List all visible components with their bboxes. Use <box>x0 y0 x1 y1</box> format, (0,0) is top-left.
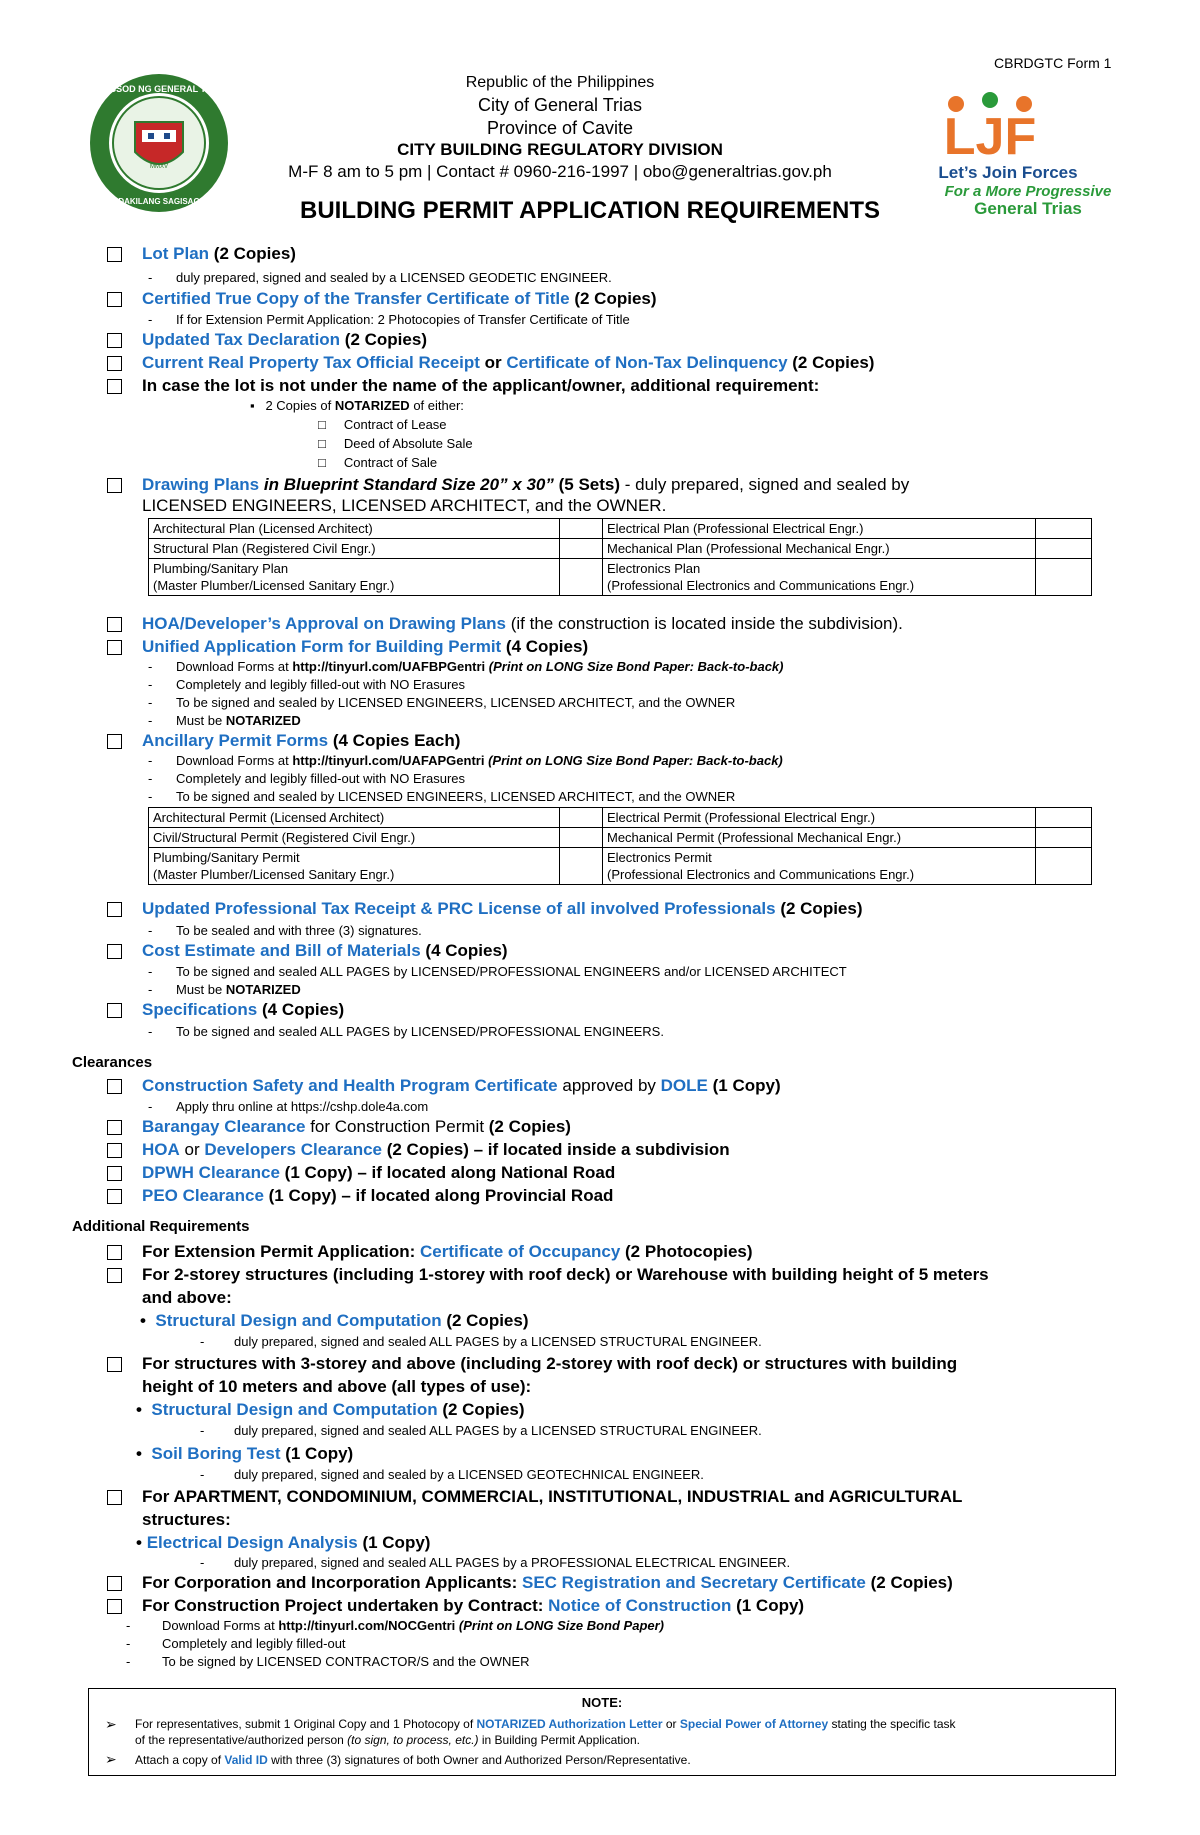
req-corporation: For Corporation and Incorporation Applicants: SEC Registration and Secretary Certificate (2 Copies) <box>142 1573 953 1592</box>
req-specifications: Specifications (4 Copies) <box>142 1000 345 1019</box>
checkbox-contract-project[interactable] <box>107 1599 122 1614</box>
req-2-storey-line2: and above: <box>142 1288 232 1307</box>
req-barangay: Barangay Clearance for Construction Permit (2 Copies) <box>142 1117 571 1136</box>
checkbox-cost-estimate[interactable] <box>107 944 122 959</box>
ancillary-permits-table <box>148 807 1092 885</box>
req-ancillary-forms: Ancillary Permit Forms (4 Copies Each) <box>142 731 461 750</box>
arrow-icon: ➢ <box>105 1716 117 1732</box>
table-row: Plumbing/Sanitary Plan (Master Plumber/Licensed Sanitary Engr.) Electronics Plan (Professional Electronics and Communications Engr.) <box>149 559 1092 596</box>
checkbox-apartment-commercial[interactable] <box>107 1490 122 1505</box>
form-code: CBRDGTC Form 1 <box>994 55 1112 71</box>
contact-line: M-F 8 am to 5 pm | Contact # 0960-216-1997 | obo@generaltrias.gov.ph <box>288 162 832 181</box>
checkbox-tct[interactable] <box>107 292 122 307</box>
checkbox-hoa-clearance[interactable] <box>107 1143 122 1158</box>
permit-check-cell[interactable] <box>560 808 603 828</box>
option-contract-sale: □ Contract of Sale <box>318 455 438 470</box>
note-valid-id: Attach a copy of Valid ID with three (3) signatures of both Owner and Authorized Person/Representative. <box>135 1753 691 1767</box>
req-lot-plan: Lot Plan (2 Copies) <box>142 244 296 263</box>
checkbox-barangay[interactable] <box>107 1120 122 1135</box>
req-hoa-approval: HOA/Developer’s Approval on Drawing Plans (if the construction is located inside the subdivision). <box>142 614 903 633</box>
checkbox-tax-declaration[interactable] <box>107 333 122 348</box>
req-3-storey-structural: • Structural Design and Computation (2 Copies) <box>136 1400 525 1419</box>
checkbox-corporation[interactable] <box>107 1576 122 1591</box>
contract-project-note-2: - Completely and legibly filled-out <box>126 1636 346 1651</box>
drawing-plans-table <box>148 518 1092 596</box>
checkbox-lot-plan[interactable] <box>107 247 122 262</box>
page-title: BUILDING PERMIT APPLICATION REQUIREMENTS <box>299 197 880 224</box>
req-drawing-plans-line2: LICENSED ENGINEERS, LICENSED ARCHITECT, and the OWNER. <box>142 496 667 515</box>
req-3-storey-line2: height of 10 meters and above (all types of use): <box>142 1377 532 1396</box>
req-3-storey: For structures with 3-storey and above (including 2-storey with roof deck) or structures with building <box>142 1354 958 1373</box>
plan-check-cell[interactable] <box>560 519 603 539</box>
checkbox-dpwh[interactable] <box>107 1166 122 1181</box>
checkbox-peo[interactable] <box>107 1189 122 1204</box>
republic-line: Republic of the Philippines <box>465 74 655 91</box>
checkbox-cshp[interactable] <box>107 1079 122 1094</box>
svg-text:Let’s Join Forces: Let’s Join Forces <box>938 163 1078 182</box>
req-drawing-plans: Drawing Plans in Blueprint Standard Size 20” x 30” (5 Sets) - duly prepared, signed and sealed by <box>142 475 910 494</box>
note-representative: For representatives, submit 1 Original Copy and 1 Photocopy of NOTARIZED Authorization Letter or Special Power of Attorney stating the specific task <box>135 1717 956 1731</box>
checkbox-hoa-approval[interactable] <box>107 617 122 632</box>
req-dpwh: DPWH Clearance (1 Copy) – if located along National Road <box>142 1163 616 1182</box>
checkbox-rpt-receipt[interactable] <box>107 356 122 371</box>
city-seal-logo <box>88 72 230 214</box>
req-lot-not-owner-copies: ▪ 2 Copies of NOTARIZED of either: <box>250 398 464 413</box>
additional-heading: Additional Requirements <box>72 1218 250 1235</box>
checkbox-ancillary-forms[interactable] <box>107 734 122 749</box>
req-tct: Certified True Copy of the Transfer Certificate of Title (2 Copies) <box>142 289 657 308</box>
table-row: Civil/Structural Permit (Registered Civil Engr.) Mechanical Permit (Professional Mechanical Engr.) <box>149 828 1092 848</box>
req-rpt-receipt: Current Real Property Tax Official Receipt or Certificate of Non-Tax Delinquency (2 Copies) <box>142 353 875 372</box>
req-ptr-prc: Updated Professional Tax Receipt & PRC License of all involved Professionals (2 Copies) <box>142 899 863 918</box>
svg-text:DAKILANG SAGISAG: DAKILANG SAGISAG <box>118 197 200 206</box>
plan-check-cell[interactable] <box>1036 539 1092 559</box>
clearances-heading: Clearances <box>72 1054 153 1071</box>
city-line: City of General Trias <box>477 95 643 115</box>
req-2-storey-structural: • Structural Design and Computation (2 Copies) <box>140 1311 529 1330</box>
req-peo: PEO Clearance (1 Copy) – if located along Provincial Road <box>142 1186 614 1205</box>
note-representative-line2: of the representative/authorized person (to sign, to process, etc.) in Building Permit Application. <box>135 1733 640 1747</box>
req-hoa-clearance: HOA or Developers Clearance (2 Copies) – if located inside a subdivision <box>142 1140 730 1159</box>
svg-text:LUNGSOD NG GENERAL TRIAS: LUNGSOD NG GENERAL TRIAS <box>90 84 228 94</box>
checkbox-2-storey[interactable] <box>107 1268 122 1283</box>
plan-check-cell[interactable] <box>560 539 603 559</box>
req-apartment-commercial-line2: structures: <box>142 1510 231 1529</box>
req-cost-estimate: Cost Estimate and Bill of Materials (4 Copies) <box>142 941 508 960</box>
checkbox-extension-permit[interactable] <box>107 1245 122 1260</box>
svg-text:For a More Progressive: For a More Progressive <box>944 183 1112 200</box>
contract-project-note-3: - To be signed by LICENSED CONTRACTOR/S and the OWNER <box>126 1654 530 1669</box>
req-2-storey: For 2-storey structures (including 1-storey with roof deck) or Warehouse with building height of 5 meters <box>142 1265 989 1284</box>
req-cshp: Construction Safety and Health Program Certificate approved by DOLE (1 Copy) <box>142 1076 781 1095</box>
req-tax-declaration: Updated Tax Declaration (2 Copies) <box>142 330 427 349</box>
checkbox-drawing-plans[interactable] <box>107 478 122 493</box>
permit-check-cell[interactable] <box>1036 808 1092 828</box>
option-contract-lease: □ Contract of Lease <box>318 417 447 432</box>
permit-check-cell[interactable] <box>560 848 603 885</box>
permit-check-cell[interactable] <box>560 828 603 848</box>
plan-check-cell[interactable] <box>1036 559 1092 596</box>
note-box <box>88 1688 1116 1776</box>
plan-check-cell[interactable] <box>560 559 603 596</box>
permit-check-cell[interactable] <box>1036 848 1092 885</box>
req-electrical-design: • Electrical Design Analysis (1 Copy) <box>136 1533 431 1552</box>
req-apartment-commercial: For APARTMENT, CONDOMINIUM, COMMERCIAL, INSTITUTIONAL, INDUSTRIAL and AGRICULTURAL <box>142 1487 963 1506</box>
plan-check-cell[interactable] <box>1036 519 1092 539</box>
table-row: Architectural Plan (Licensed Architect) Electrical Plan (Professional Electrical Engr.) <box>149 519 1092 539</box>
checkbox-lot-not-owner[interactable] <box>107 379 122 394</box>
permit-check-cell[interactable] <box>1036 828 1092 848</box>
note-heading: NOTE: <box>581 1695 623 1710</box>
req-contract-project: For Construction Project undertaken by Contract: Notice of Construction (1 Copy) <box>142 1596 805 1615</box>
option-deed-sale: □ Deed of Absolute Sale <box>318 436 473 451</box>
req-extension-permit: For Extension Permit Application: Certificate of Occupancy (2 Photocopies) <box>142 1242 753 1261</box>
checkbox-specifications[interactable] <box>107 1003 122 1018</box>
table-row: Plumbing/Sanitary Permit (Master Plumber/Licensed Sanitary Engr.) Electronics Permit (Professional Electronics and Communications Engr.) <box>149 848 1092 885</box>
checkbox-unified-form[interactable] <box>107 640 122 655</box>
arrow-icon: ➢ <box>105 1751 117 1767</box>
division-line: CITY BUILDING REGULATORY DIVISION <box>397 140 723 159</box>
contract-project-note-1: - Download Forms at http://tinyurl.com/NOCGentri (Print on LONG Size Bond Paper) <box>126 1618 665 1633</box>
table-row: Architectural Permit (Licensed Architect) Electrical Permit (Professional Electrical Engr.) <box>149 808 1092 828</box>
svg-text:LJF: LJF <box>943 108 1037 166</box>
req-lot-not-owner: In case the lot is not under the name of the applicant/owner, additional requirement: <box>142 376 820 395</box>
ljf-logo <box>928 90 1120 220</box>
req-soil-boring: • Soil Boring Test (1 Copy) <box>136 1444 354 1463</box>
req-unified-form: Unified Application Form for Building Permit (4 Copies) <box>142 637 589 656</box>
province-line: Province of Cavite <box>486 118 634 138</box>
svg-text:General Trias: General Trias <box>974 199 1082 218</box>
checkbox-3-storey[interactable] <box>107 1357 122 1372</box>
checkbox-ptr-prc[interactable] <box>107 902 122 917</box>
table-row: Structural Plan (Registered Civil Engr.) Mechanical Plan (Professional Mechanical Engr.) <box>149 539 1092 559</box>
svg-text:MMXV: MMXV <box>150 164 168 170</box>
